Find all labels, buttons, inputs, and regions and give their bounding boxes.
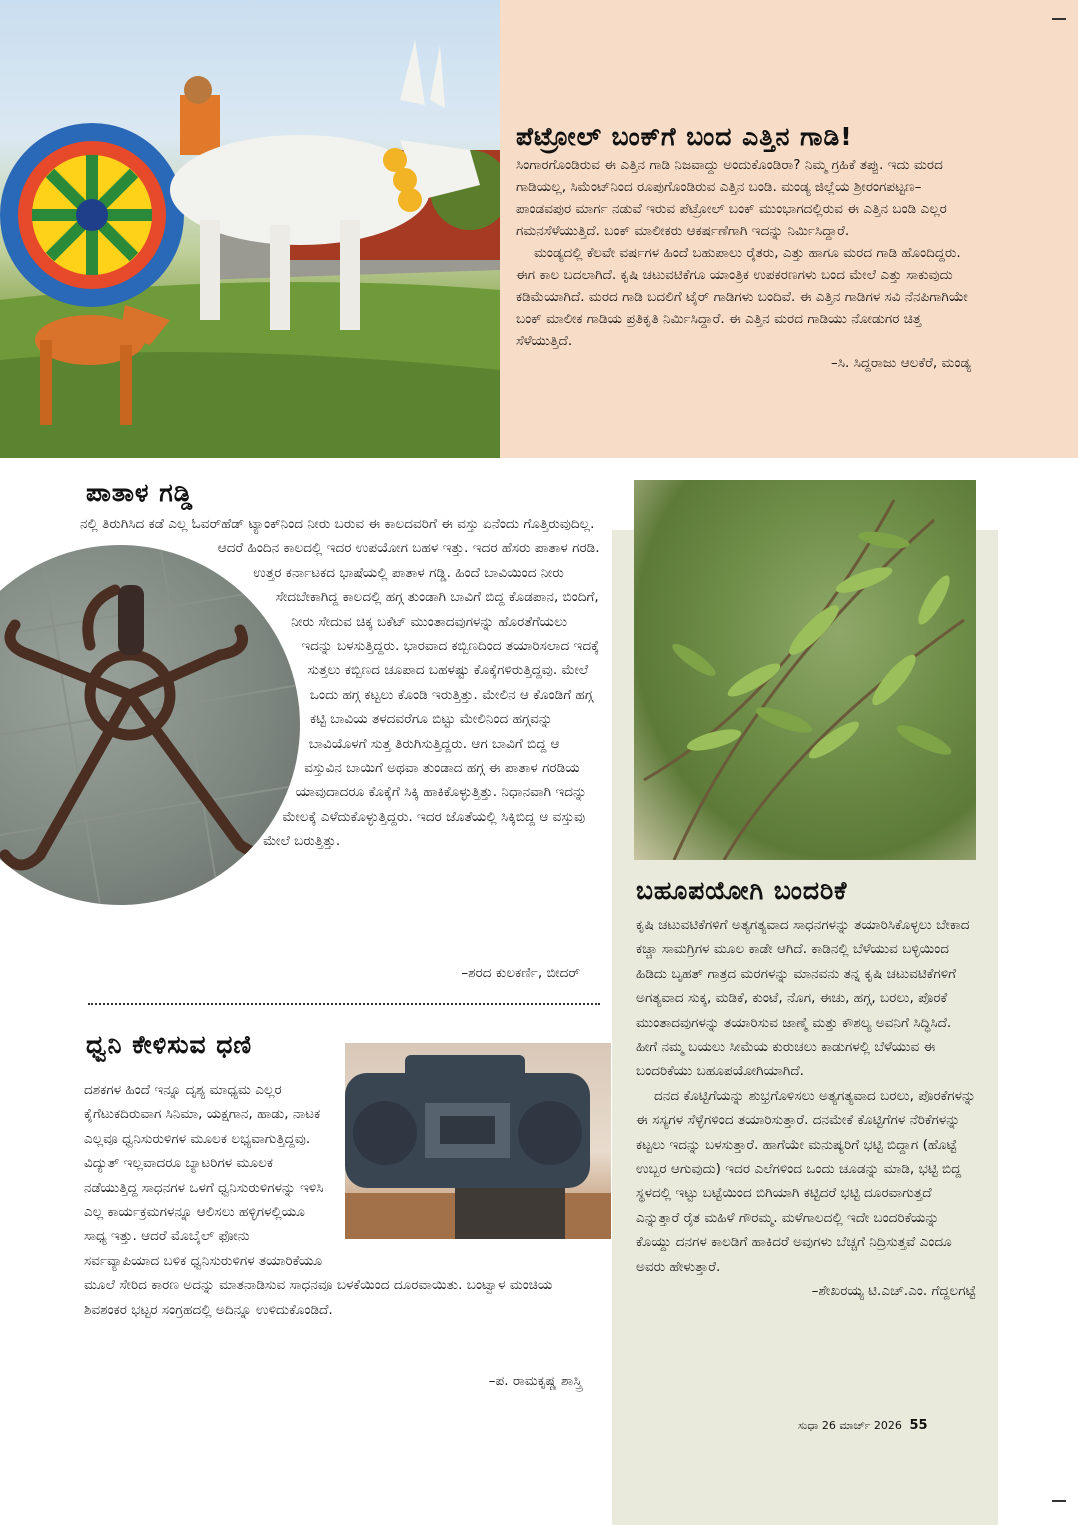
dhvani-body — [84, 1078, 589, 1322]
dhvani-paragraph: ದಶಕಗಳ ಹಿಂದೆ ಇನ್ನೂ ದೃಶ್ಯ ಮಾಧ್ಯಮ ಎಲ್ಲರ ಕೈಗೆಟುಕದಿರುವಾಗ ಸಿನಿಮಾ, ಯಕ್ಷಗಾನ, ಹಾಡು, ನಾಟಕ ಎಲ್ಲವೂ ಧ್ವನಿಸುರುಳಿಗಳ ಮೂಲಕ ಲಭ್ಯವಾಗುತ್ತಿದ್ದವು. ವಿದ್ಯುತ್ ಇಲ್ಲವಾದರೂ ಬ್ಯಾಟರಿಗಳ ಮೂಲಕ ನಡೆಯುತ್ತಿದ್ದ ಸಾಧನಗಳ ಒಳಗೆ ಧ್ವನಿಸುರುಳಿಗಳನ್ನು ಇಳಿಸಿ ಎಲ್ಲ ಕಾರ್ಯಕ್ರಮಗಳನ್ನೂ ಆಲಿಸಲು ಹಳ್ಳಿಗಳಲ್ಲಿಯೂ ಸಾಧ್ಯ ಇತ್ತು. ಆದರೆ ಮೊಬೈಲ್ ಫೋನು ಸರ್ವವ್ಯಾಪಿಯಾದ ಬಳಿಕ ಧ್ವನಿಸುರುಳಿಗಳ ತಯಾರಿಕೆಯೂ ಮೂಲೆ ಸೇರಿದ ಕಾರಣ ಅದನ್ನು ಮಾತನಾಡಿಸುವ ಸಾಧನವೂ ಬಳಕೆಯಿಂದ ದೂರವಾಯಿತು. ಬಂಟ್ವಾಳ ಮಂಚಿಯ ಶಿವಶಂಕರ ಭಟ್ಟರ ಸಂಗ್ರಹದಲ್ಲಿ ಅದಿನ್ನೂ ಉಳಿದುಕೊಂಡಿದೆ. — [84, 1082, 553, 1318]
bullock-cart-photo — [0, 0, 500, 458]
bandarike-plant-photo — [634, 480, 976, 860]
bandarike-paragraph: ದನದ ಕೊಟ್ಟಿಗೆಯನ್ನು ಶುಭ್ರಗೊಳಿಸಲು ಅತ್ಯಗತ್ಯವಾದ ಬರಲು, ಪೊರಕೆಗಳನ್ನು ಈ ಸಸ್ಯಗಳ ಸೆಳ್ಳೆಗಳಿಂದ ತಯಾರಿಸುತ್ತಾರೆ. ದನಮೇಕೆ ಕೊಟ್ಟಿಗೆಗಳ ನೆರಿಕೆಗಳನ್ನು ಕಟ್ಟಲು ಇದನ್ನು ಬಳಸುತ್ತಾರೆ. ಹಾಗೆಯೇ ಮನುಷ್ಯರಿಗೆ ಭಟ್ಟಿ ಬಿದ್ದಾಗ (ಹೊಟ್ಟೆ ಉಬ್ಬರ ಆಗುವುದು) ಇದರ ಎಲೆಗಳಿಂದ ಒಂದು ಚೂಡನ್ನು ಮಾಡಿ, ಭಟ್ಟಿ ಬಿದ್ದ ಸ್ಥಳದಲ್ಲಿ ಇಟ್ಟು ಬಟ್ಟೆಯಿಂದ ಬಿಗಿಯಾಗಿ ಕಟ್ಟಿದರೆ ಭಟ್ಟಿ ದೂರವಾಗುತ್ತದೆ ಎನ್ನುತ್ತಾರೆ ರೈತ ಮಹಿಳೆ ಗೌರಮ್ಮ. ಮಳೆಗಾಲದಲ್ಲಿ ಇದೇ ಬಂದರಿಕೆಯನ್ನು ಕೊಯ್ದು ದನಗಳ ಕಾಲಡಿಗೆ ಹಾಕಿದರೆ ಅವುಗಳು ಬೆಚ್ಚಗೆ ನಿದ್ರಿಸುತ್ತವೆ ಎಂದೂ ಅವರು ಹೇಳುತ್ತಾರೆ. — [636, 1087, 976, 1275]
dhvani-credit: –ಪ. ರಾಮಕೃಷ್ಣ ಶಾಸ್ತ್ರಿ — [488, 1373, 582, 1389]
text-wrap-spacer — [327, 1078, 589, 1258]
bandarike-credit: –ಶೇಖರಯ್ಯ ಟಿ.ಎಚ್.ಎಂ. ಗೆದ್ದಲಗಟ್ಟೆ — [811, 1283, 976, 1300]
dhvani-title: ಧ್ವನಿ ಕೇಳಿಸುವ ಧಣಿ — [86, 1030, 253, 1059]
bandarike-title: ಬಹೂಪಯೋಗಿ ಬಂದರಿಕೆ — [636, 876, 848, 905]
issue-label: ಸುಧಾ 26 ಮಾರ್ಚ್ 2026 — [798, 1419, 902, 1432]
page-number: 55 — [909, 1418, 928, 1433]
pathala-gaddi-paragraph: ನಲ್ಲಿ ತಿರುಗಿಸಿದ ಕಡೆ ಎಲ್ಲ ಓವರ್‌ಹೆಡ್ ಟ್ಯಾಂಕ್‌ನಿಂದ ನೀರು ಬರುವ ಈ ಕಾಲದವರಿಗೆ ಈ ವಸ್ತು ಏನೆಂದು ಗೊತ್ತಿರುವುದಿಲ್ಲ. ಆದರೆ ಹಿಂದಿನ ಕಾಲದಲ್ಲಿ ಇದರ ಉಪಯೋಗ ಬಹಳ ಇತ್ತು. ಇದರ ಹೆಸರು ಪಾತಾಳ ಗರಡಿ. ಉತ್ತರ ಕರ್ನಾಟಕದ ಭಾಷೆಯಲ್ಲಿ ಪಾತಾಳ ಗಡ್ಡಿ. ಹಿಂದೆ ಬಾವಿಯಿಂದ ನೀರು ಸೇದಬೇಕಾಗಿದ್ದ ಕಾಲದಲ್ಲಿ ಹಗ್ಗ ತುಂಡಾಗಿ ಬಾವಿಗೆ ಬಿದ್ದ ಕೊಡಪಾನ, ಬಿಂದಿಗೆ, ನೀರು ಸೇದುವ ಚಿಕ್ಕ ಬಕೆಟ್ ಮುಂತಾದವುಗಳನ್ನು ಹೊರತೆಗೆಯಲು ಇದನ್ನು ಬಳಸುತ್ತಿದ್ದರು. ಭಾರವಾದ ಕಬ್ಬಿಣದಿಂದ ತಯಾರಿಸಲಾದ ಇದಕ್ಕೆ ಸುತ್ತಲು ಕಬ್ಬಿಣದ ಚೂಪಾದ ಬಹಳಷ್ಟು ಕೊಕ್ಕೆಗಳಿರುತ್ತಿದ್ದವು. ಮೇಲೆ ಒಂದು ಹಗ್ಗ ಕಟ್ಟಲು ಕೊಂಡಿ ಇರುತ್ತಿತ್ತು. ಮೇಲಿನ ಆ ಕೊಂಡಿಗೆ ಹಗ್ಗ ಕಟ್ಟಿ ಬಾವಿಯ ತಳದವರೆಗೂ ಬಿಟ್ಟು ಮೇಲಿನಿಂದ ಹಗ್ಗವನ್ನು ಬಾವಿಯೊಳಗೆ ಸುತ್ತ ತಿರುಗಿಸುತ್ತಿದ್ದರು. ಆಗ ಬಾವಿಗೆ ಬಿದ್ದ ಆ ವಸ್ತುವಿನ ಬಾಯಿಗೆ ಅಥವಾ ತುಂಡಾದ ಹಗ್ಗ ಈ ಪಾತಾಳ ಗರಡಿಯ ಯಾವುದಾದರೂ ಕೊಕ್ಕೆಗೆ ಸಿಕ್ಕಿ ಹಾಕಿಕೊಳ್ಳುತ್ತಿತ್ತು. ನಿಧಾನವಾಗಿ ಇದನ್ನು ಮೇಲಕ್ಕೆ ಎಳೆದುಕೊಳ್ಳುತ್ತಿದ್ದರು. ಇದರ ಜೊತೆಯಲ್ಲಿ ಸಿಕ್ಕಿಬಿದ್ದ ಆ ವಸ್ತುವು ಮೇಲೆ ಬರುತ್ತಿತ್ತು. — [80, 516, 600, 850]
top-article-paragraph: ಮಂಡ್ಯದಲ್ಲಿ ಕೆಲವೇ ವರ್ಷಗಳ ಹಿಂದೆ ಬಹುಪಾಲು ರೈತರು, ಎತ್ತು ಹಾಗೂ ಮರದ ಗಾಡಿ ಹೊಂದಿದ್ದರು. ಈಗ ಕಾಲ ಬದಲಾಗಿದೆ. ಕೃಷಿ ಚಟುವಟಿಕೆಗೂ ಯಾಂತ್ರಿಕ ಉಪಕರಣಗಳು ಬಂದ ಮೇಲೆ ಎತ್ತು ಸಾಕುವುದು ಕಡಿಮೆಯಾಗಿದೆ. ಮರದ ಗಾಡಿ ಬದಲಿಗೆ ಟೈರ್ ಗಾಡಿಗಳು ಬಂದಿವೆ. ಈ ಎತ್ತಿನ ಗಾಡಿಗಳ ಸವಿ ನೆನಪಿಗಾಗಿಯೇ ಬಂಕ್ ಮಾಲೀಕ ಗಾಡಿಯ ಪ್ರತಿಕೃತಿ ನಿರ್ಮಿಸಿದ್ದಾರೆ. ಈ ಎತ್ತಿನ ಮರದ ಗಾಡಿಯು ನೋಡುಗರ ಚಿತ್ತ ಸೆಳೆಯುತ್ತಿದೆ. — [516, 245, 968, 349]
bandarike-body — [636, 913, 976, 1304]
page-footer — [798, 1418, 928, 1433]
crop-mark — [1052, 18, 1066, 20]
top-article-body — [516, 154, 971, 374]
bandarike-paragraph: ಕೃಷಿ ಚಟುವಟಿಕೆಗಳಿಗೆ ಅತ್ಯಗತ್ಯವಾದ ಸಾಧನಗಳನ್ನು ತಯಾರಿಸಿಕೊಳ್ಳಲು ಬೇಕಾದ ಕಚ್ಚಾ ಸಾಮಗ್ರಿಗಳ ಮೂಲ ಕಾಡೇ ಆಗಿದೆ. ಕಾಡಿನಲ್ಲಿ ಬೆಳೆಯುವ ಬಳ್ಳಿಯಿಂದ ಹಿಡಿದು ಬೃಹತ್ ಗಾತ್ರದ ಮರಗಳನ್ನು ಮಾನವನು ತನ್ನ ಕೃಷಿ ಚಟುವಟಿಕೆಗಳಿಗೆ ಅಗತ್ಯವಾದ ಸುಕ್ಕ, ಮಡಿಕೆ, ಕುಂಟೆ, ನೊಗ, ಈಚು, ಹಗ್ಗ, ಬರಲು, ಪೊರಕೆ ಮುಂತಾದವುಗಳನ್ನು ತಯಾರಿಸುವ ಜಾಣ್ಮೆ ಮತ್ತು ಕೌಶಲ್ಯ ಅವನಿಗೆ ಸಿದ್ಧಿಸಿದೆ. ಹೀಗೆ ನಮ್ಮ ಬಯಲು ಸೀಮೆಯ ಕುರುಚಲು ಕಾಡುಗಳಲ್ಲಿ ಬೆಳೆಯುವ ಈ ಬಂದರಿಕೆಯು ಬಹೂಪಯೋಗಿಯಾಗಿದೆ. — [636, 917, 970, 1080]
top-article-credit: –ಸಿ. ಸಿದ್ದರಾಜು ಆಲಕೆರೆ, ಮಂಡ್ಯ — [831, 355, 971, 371]
crop-mark — [1052, 1500, 1066, 1502]
section-divider — [88, 1003, 600, 1005]
pathala-gaddi-body — [80, 512, 600, 862]
top-article-title: ಪೆಟ್ರೋಲ್ ಬಂಕ್‌ಗೆ ಬಂದ ಎತ್ತಿನ ಗಾಡಿ! — [516, 122, 853, 151]
pathala-gaddi-credit: –ಶರದ ಕುಲಕರ್ಣಿ, ಬೀದರ್ — [461, 965, 580, 981]
top-article-paragraph: ಸಿಂಗಾರಗೊಂಡಿರುವ ಈ ಎತ್ತಿನ ಗಾಡಿ ನಿಜವಾದ್ದು ಅಂದುಕೊಂಡಿರಾ? ನಿಮ್ಮ ಗ್ರಹಿಕೆ ತಪ್ಪು. ಇದು ಮರದ ಗಾಡಿಯಲ್ಲ, ಸಿಮೆಂಟ್‌ನಿಂದ ರೂಪುಗೊಂಡಿರುವ ಎತ್ತಿನ ಬಂಡಿ. ಮಂಡ್ಯ ಜಿಲ್ಲೆಯ ಶ್ರೀರಂಗಪಟ್ಟಣ–ಪಾಂಡವಪುರ ಮಾರ್ಗ ನಡುವೆ ಇರುವ ಪೆಟ್ರೋಲ್ ಬಂಕ್ ಮುಂಭಾಗದಲ್ಲಿರುವ ಈ ಎತ್ತಿನ ಬಂಡಿ ಎಲ್ಲರ ಗಮನಸೆಳೆಯುತ್ತಿದೆ. ಬಂಕ್ ಮಾಲೀಕರು ಆಕರ್ಷಣೆಗಾಗಿ ಇದನ್ನು ನಿರ್ಮಿಸಿದ್ದಾರೆ. — [516, 157, 947, 239]
pathala-gaddi-title: ಪಾತಾಳ ಗಡ್ಡಿ — [86, 478, 194, 507]
